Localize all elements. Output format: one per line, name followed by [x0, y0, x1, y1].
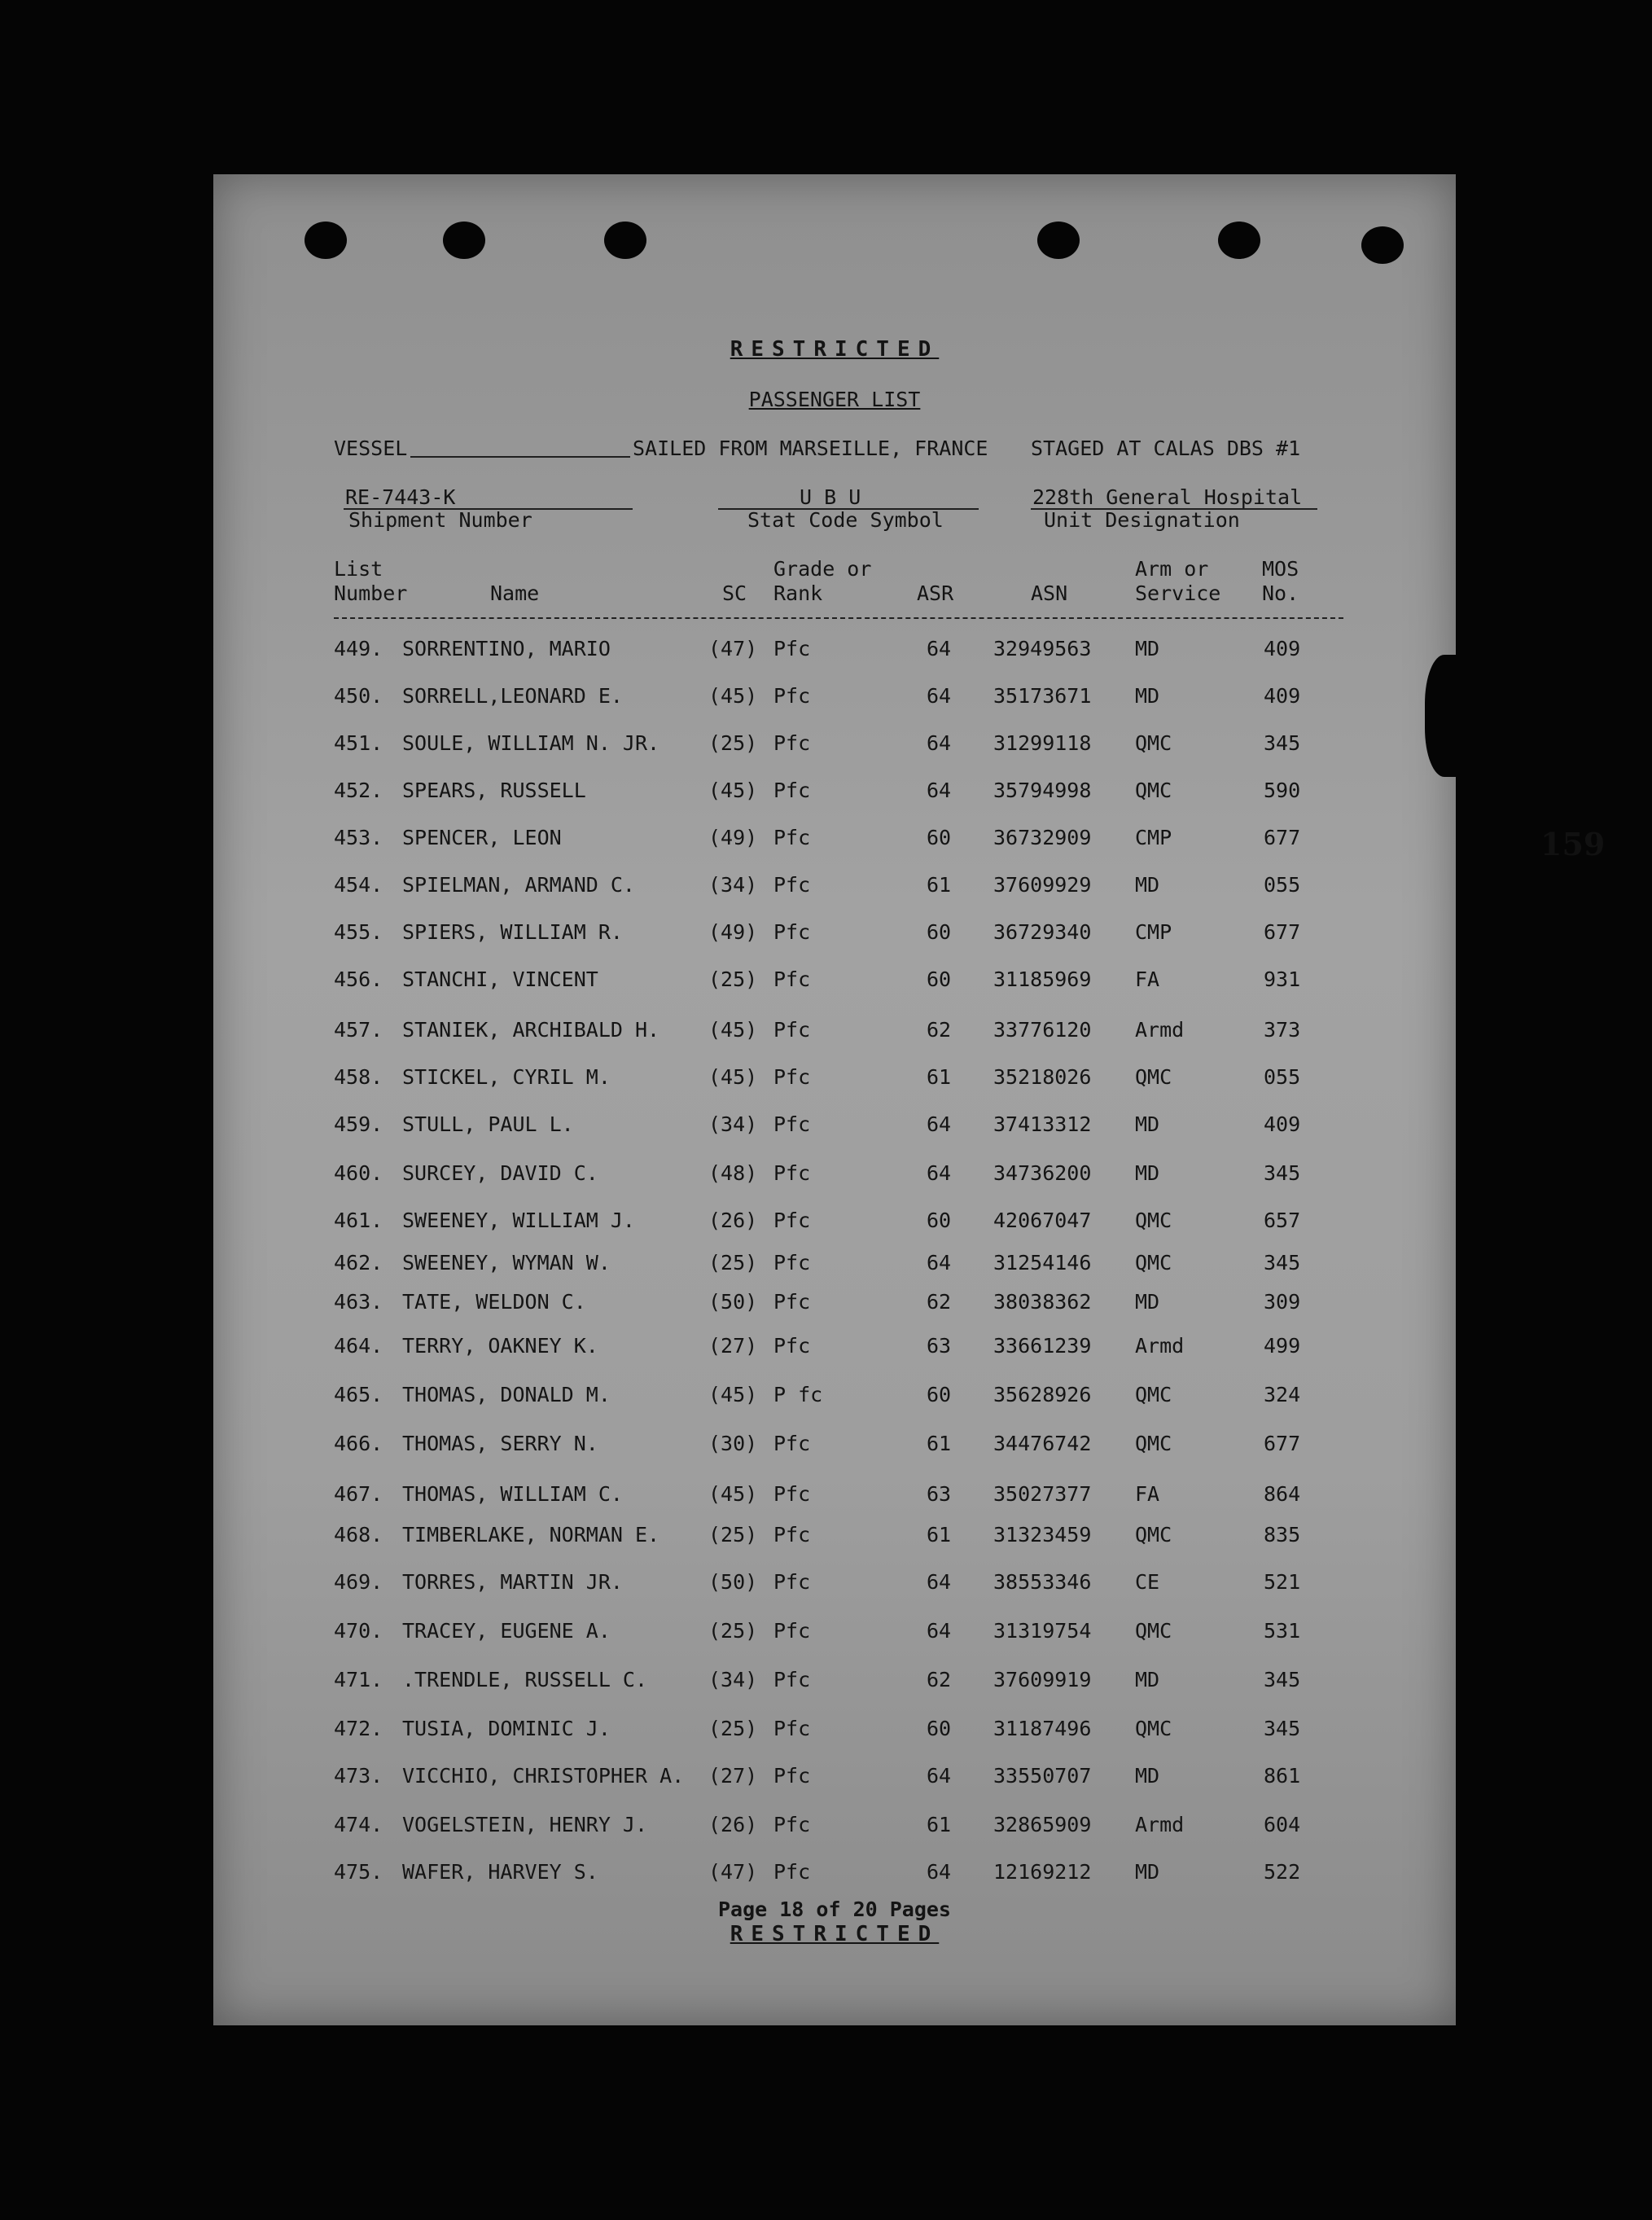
document-title: PASSENGER LIST — [748, 388, 921, 411]
unit-designation-label: Unit Designation — [1044, 508, 1240, 532]
list-number: 455. — [334, 920, 383, 944]
grade-rank: Pfc — [773, 779, 811, 802]
arm-service: QMC — [1135, 731, 1172, 755]
arm-service: MD — [1135, 1112, 1160, 1136]
col-grade-rank: Grade or Rank — [773, 557, 872, 605]
grade-rank: Pfc — [773, 1668, 811, 1691]
passenger-name: TIMBERLAKE, NORMAN E. — [402, 1523, 660, 1547]
list-number: 473. — [334, 1764, 383, 1788]
arm-service: FA — [1135, 967, 1160, 991]
arm-service: QMC — [1135, 779, 1172, 802]
asr-value: 64 — [927, 1570, 952, 1594]
col-arm-service: Arm or Service — [1135, 557, 1221, 605]
grade-rank: Pfc — [773, 967, 811, 991]
asn-value: 31319754 — [993, 1619, 1092, 1643]
list-number: 461. — [334, 1209, 383, 1232]
passenger-name: THOMAS, DONALD M. — [402, 1383, 611, 1406]
service-code: (50) — [708, 1570, 758, 1594]
mos-number: 373 — [1264, 1018, 1301, 1042]
service-code: (49) — [708, 920, 758, 944]
asn-value: 35027377 — [993, 1482, 1092, 1506]
mos-number: 522 — [1264, 1860, 1301, 1884]
asr-value: 60 — [927, 967, 952, 991]
service-code: (26) — [708, 1813, 758, 1836]
arm-service: MD — [1135, 684, 1160, 708]
service-code: (25) — [708, 731, 758, 755]
grade-rank: Pfc — [773, 1290, 811, 1314]
stat-code: U B U — [800, 485, 861, 509]
vessel-blank — [410, 456, 630, 458]
asr-value: 64 — [927, 1860, 952, 1884]
list-number: 457. — [334, 1018, 383, 1042]
arm-service: MD — [1135, 1860, 1160, 1884]
asn-value: 31299118 — [993, 731, 1092, 755]
service-code: (45) — [708, 1383, 758, 1406]
grade-rank: Pfc — [773, 731, 811, 755]
asn-value: 33550707 — [993, 1764, 1092, 1788]
passenger-name: SOULE, WILLIAM N. JR. — [402, 731, 660, 755]
passenger-name: .TRENDLE, RUSSELL C. — [402, 1668, 648, 1691]
list-number: 470. — [334, 1619, 383, 1643]
stat-code-label: Stat Code Symbol — [747, 508, 944, 532]
asn-value: 31254146 — [993, 1251, 1092, 1275]
grade-rank: Pfc — [773, 826, 811, 849]
list-number: 464. — [334, 1334, 383, 1358]
passenger-name: STANCHI, VINCENT — [402, 967, 598, 991]
grade-rank: Pfc — [773, 637, 811, 660]
asn-value: 34476742 — [993, 1432, 1092, 1455]
asn-value: 38553346 — [993, 1570, 1092, 1594]
col-name: Name — [490, 581, 540, 605]
service-code: (49) — [708, 826, 758, 849]
mos-number: 657 — [1264, 1209, 1301, 1232]
list-number: 454. — [334, 873, 383, 897]
mos-number: 677 — [1264, 920, 1301, 944]
grade-rank: Pfc — [773, 1112, 811, 1136]
passenger-name: TATE, WELDON C. — [402, 1290, 586, 1314]
mos-number: 835 — [1264, 1523, 1301, 1547]
asr-value: 61 — [927, 1523, 952, 1547]
asn-value: 31323459 — [993, 1523, 1092, 1547]
arm-service: QMC — [1135, 1432, 1172, 1455]
grade-rank: Pfc — [773, 1482, 811, 1506]
asr-value: 64 — [927, 1764, 952, 1788]
sailed-from: SAILED FROM MARSEILLE, FRANCE — [633, 437, 988, 460]
passenger-name: SWEENEY, WILLIAM J. — [402, 1209, 635, 1232]
arm-service: QMC — [1135, 1251, 1172, 1275]
col-list-number: List Number — [334, 557, 408, 605]
asn-value: 33661239 — [993, 1334, 1092, 1358]
asr-value: 64 — [927, 637, 952, 660]
asn-value: 31185969 — [993, 967, 1092, 991]
asr-value: 64 — [927, 684, 952, 708]
passenger-name: SWEENEY, WYMAN W. — [402, 1251, 611, 1275]
list-number: 449. — [334, 637, 383, 660]
list-number: 474. — [334, 1813, 383, 1836]
service-code: (50) — [708, 1290, 758, 1314]
asn-value: 12169212 — [993, 1860, 1092, 1884]
asn-value: 42067047 — [993, 1209, 1092, 1232]
service-code: (27) — [708, 1334, 758, 1358]
asn-value: 35173671 — [993, 684, 1092, 708]
asr-value: 60 — [927, 1717, 952, 1740]
col-sc: SC — [722, 581, 747, 605]
passenger-name: STANIEK, ARCHIBALD H. — [402, 1018, 660, 1042]
asr-value: 63 — [927, 1334, 952, 1358]
grade-rank: Pfc — [773, 1432, 811, 1455]
asr-value: 61 — [927, 1065, 952, 1089]
asr-value: 64 — [927, 1619, 952, 1643]
grade-rank: Pfc — [773, 1523, 811, 1547]
asn-value: 37413312 — [993, 1112, 1092, 1136]
arm-service: QMC — [1135, 1065, 1172, 1089]
header-rule — [334, 617, 1343, 619]
shipment-number: RE-7443-K — [345, 485, 456, 509]
asr-value: 64 — [927, 779, 952, 802]
mos-number: 345 — [1264, 1717, 1301, 1740]
asr-value: 64 — [927, 1112, 952, 1136]
grade-rank: Pfc — [773, 1717, 811, 1740]
asr-value: 62 — [927, 1668, 952, 1691]
asn-value: 35628926 — [993, 1383, 1092, 1406]
list-number: 450. — [334, 684, 383, 708]
list-number: 465. — [334, 1383, 383, 1406]
arm-service: MD — [1135, 1764, 1160, 1788]
grade-rank: Pfc — [773, 1619, 811, 1643]
arm-service: Armd — [1135, 1813, 1185, 1836]
mos-number: 499 — [1264, 1334, 1301, 1358]
grade-rank: Pfc — [773, 1570, 811, 1594]
asr-value: 60 — [927, 1209, 952, 1232]
asn-value: 36732909 — [993, 826, 1092, 849]
mos-number: 345 — [1264, 1668, 1301, 1691]
asn-value: 38038362 — [993, 1290, 1092, 1314]
service-code: (34) — [708, 1112, 758, 1136]
mos-number: 590 — [1264, 779, 1301, 802]
passenger-name: TORRES, MARTIN JR. — [402, 1570, 623, 1594]
asn-value: 33776120 — [993, 1018, 1092, 1042]
list-number: 452. — [334, 779, 383, 802]
passenger-name: SPIERS, WILLIAM R. — [402, 920, 623, 944]
grade-rank: Pfc — [773, 1209, 811, 1232]
asr-value: 61 — [927, 873, 952, 897]
mos-number: 409 — [1264, 684, 1301, 708]
passenger-name: STICKEL, CYRIL M. — [402, 1065, 611, 1089]
list-number: 468. — [334, 1523, 383, 1547]
arm-service: CE — [1135, 1570, 1160, 1594]
passenger-name: SORRELL,LEONARD E. — [402, 684, 623, 708]
asn-value: 32949563 — [993, 637, 1092, 660]
arm-service: CMP — [1135, 826, 1172, 849]
service-code: (25) — [708, 967, 758, 991]
punch-hole — [1218, 222, 1260, 259]
arm-service: MD — [1135, 1290, 1160, 1314]
grade-rank: Pfc — [773, 920, 811, 944]
service-code: (45) — [708, 779, 758, 802]
shipment-number-label: Shipment Number — [348, 508, 532, 532]
service-code: (26) — [708, 1209, 758, 1232]
arm-service: QMC — [1135, 1523, 1172, 1547]
list-number: 466. — [334, 1432, 383, 1455]
torn-edge — [1425, 655, 1474, 777]
list-number: 460. — [334, 1161, 383, 1185]
passenger-name: SPENCER, LEON — [402, 826, 562, 849]
arm-service: Armd — [1135, 1018, 1185, 1042]
list-number: 472. — [334, 1717, 383, 1740]
mos-number: 409 — [1264, 637, 1301, 660]
punch-hole — [604, 222, 646, 259]
passenger-name: VICCHIO, CHRISTOPHER A. — [402, 1764, 685, 1788]
passenger-name: THOMAS, WILLIAM C. — [402, 1482, 623, 1506]
grade-rank: P fc — [773, 1383, 823, 1406]
asn-value: 36729340 — [993, 920, 1092, 944]
mos-number: 604 — [1264, 1813, 1301, 1836]
vessel-label: VESSEL — [334, 437, 408, 460]
punch-hole — [1037, 222, 1080, 259]
col-asn: ASN — [1031, 581, 1068, 605]
grade-rank: Pfc — [773, 1813, 811, 1836]
asr-value: 62 — [927, 1018, 952, 1042]
passenger-name: SORRENTINO, MARIO — [402, 637, 611, 660]
asr-value: 60 — [927, 920, 952, 944]
grade-rank: Pfc — [773, 1764, 811, 1788]
passenger-name: TUSIA, DOMINIC J. — [402, 1717, 611, 1740]
document-page — [213, 174, 1606, 2025]
mos-number: 309 — [1264, 1290, 1301, 1314]
service-code: (25) — [708, 1619, 758, 1643]
service-code: (25) — [708, 1523, 758, 1547]
arm-service: CMP — [1135, 920, 1172, 944]
mos-number: 345 — [1264, 1161, 1301, 1185]
asr-value: 61 — [927, 1432, 952, 1455]
mos-number: 055 — [1264, 873, 1301, 897]
mos-number: 345 — [1264, 731, 1301, 755]
mos-number: 677 — [1264, 826, 1301, 849]
mos-number: 324 — [1264, 1383, 1301, 1406]
list-number: 459. — [334, 1112, 383, 1136]
grade-rank: Pfc — [773, 1065, 811, 1089]
list-number: 458. — [334, 1065, 383, 1089]
page-stamp: 159 — [1540, 826, 1606, 862]
col-mos: MOS No. — [1262, 557, 1299, 605]
mos-number: 521 — [1264, 1570, 1301, 1594]
staged-at: STAGED AT CALAS DBS #1 — [1031, 437, 1301, 460]
list-number: 456. — [334, 967, 383, 991]
mos-number: 531 — [1264, 1619, 1301, 1643]
passenger-name: TERRY, OAKNEY K. — [402, 1334, 598, 1358]
classification-header: RESTRICTED — [730, 337, 940, 362]
service-code: (47) — [708, 637, 758, 660]
asn-value: 31187496 — [993, 1717, 1092, 1740]
service-code: (34) — [708, 873, 758, 897]
list-number: 453. — [334, 826, 383, 849]
asr-value: 64 — [927, 1161, 952, 1185]
mos-number: 677 — [1264, 1432, 1301, 1455]
arm-service: QMC — [1135, 1717, 1172, 1740]
arm-service: MD — [1135, 1668, 1160, 1691]
asr-value: 60 — [927, 1383, 952, 1406]
list-number: 471. — [334, 1668, 383, 1691]
service-code: (45) — [708, 1482, 758, 1506]
arm-service: MD — [1135, 873, 1160, 897]
asr-value: 64 — [927, 731, 952, 755]
mos-number: 931 — [1264, 967, 1301, 991]
service-code: (48) — [708, 1161, 758, 1185]
arm-service: Armd — [1135, 1334, 1185, 1358]
arm-service: QMC — [1135, 1209, 1172, 1232]
punch-hole — [305, 222, 347, 259]
list-number: 475. — [334, 1860, 383, 1884]
passenger-name: WAFER, HARVEY S. — [402, 1860, 598, 1884]
passenger-name: VOGELSTEIN, HENRY J. — [402, 1813, 648, 1836]
grade-rank: Pfc — [773, 1251, 811, 1275]
classification-footer: RESTRICTED — [730, 1922, 940, 1946]
asr-value: 60 — [927, 826, 952, 849]
grade-rank: Pfc — [773, 684, 811, 708]
service-code: (27) — [708, 1764, 758, 1788]
mos-number: 345 — [1264, 1251, 1301, 1275]
passenger-name: TRACEY, EUGENE A. — [402, 1619, 611, 1643]
asr-value: 62 — [927, 1290, 952, 1314]
list-number: 467. — [334, 1482, 383, 1506]
asr-value: 61 — [927, 1813, 952, 1836]
service-code: (30) — [708, 1432, 758, 1455]
grade-rank: Pfc — [773, 1018, 811, 1042]
asn-value: 35218026 — [993, 1065, 1092, 1089]
service-code: (45) — [708, 684, 758, 708]
list-number: 462. — [334, 1251, 383, 1275]
service-code: (34) — [708, 1668, 758, 1691]
passenger-name: SPEARS, RUSSELL — [402, 779, 586, 802]
mos-number: 861 — [1264, 1764, 1301, 1788]
list-number: 469. — [334, 1570, 383, 1594]
service-code: (25) — [708, 1717, 758, 1740]
mos-number: 864 — [1264, 1482, 1301, 1506]
punch-hole — [1361, 226, 1404, 264]
service-code: (45) — [708, 1065, 758, 1089]
asn-value: 35794998 — [993, 779, 1092, 802]
asn-value: 37609919 — [993, 1668, 1092, 1691]
arm-service: QMC — [1135, 1383, 1172, 1406]
grade-rank: Pfc — [773, 1161, 811, 1185]
unit-designation: 228th General Hospital — [1032, 485, 1303, 509]
page-number: Page 18 of 20 Pages — [718, 1898, 951, 1921]
mos-number: 055 — [1264, 1065, 1301, 1089]
asn-value: 32865909 — [993, 1813, 1092, 1836]
passenger-name: SURCEY, DAVID C. — [402, 1161, 598, 1185]
col-asr: ASR — [917, 581, 954, 605]
service-code: (45) — [708, 1018, 758, 1042]
arm-service: MD — [1135, 637, 1160, 660]
asn-value: 34736200 — [993, 1161, 1092, 1185]
arm-service: MD — [1135, 1161, 1160, 1185]
arm-service: FA — [1135, 1482, 1160, 1506]
grade-rank: Pfc — [773, 1334, 811, 1358]
arm-service: QMC — [1135, 1619, 1172, 1643]
passenger-name: STULL, PAUL L. — [402, 1112, 574, 1136]
passenger-name: SPIELMAN, ARMAND C. — [402, 873, 635, 897]
passenger-name: THOMAS, SERRY N. — [402, 1432, 598, 1455]
service-code: (47) — [708, 1860, 758, 1884]
asr-value: 63 — [927, 1482, 952, 1506]
asn-value: 37609929 — [993, 873, 1092, 897]
grade-rank: Pfc — [773, 873, 811, 897]
list-number: 451. — [334, 731, 383, 755]
service-code: (25) — [708, 1251, 758, 1275]
punch-hole — [443, 222, 485, 259]
list-number: 463. — [334, 1290, 383, 1314]
mos-number: 409 — [1264, 1112, 1301, 1136]
grade-rank: Pfc — [773, 1860, 811, 1884]
asr-value: 64 — [927, 1251, 952, 1275]
